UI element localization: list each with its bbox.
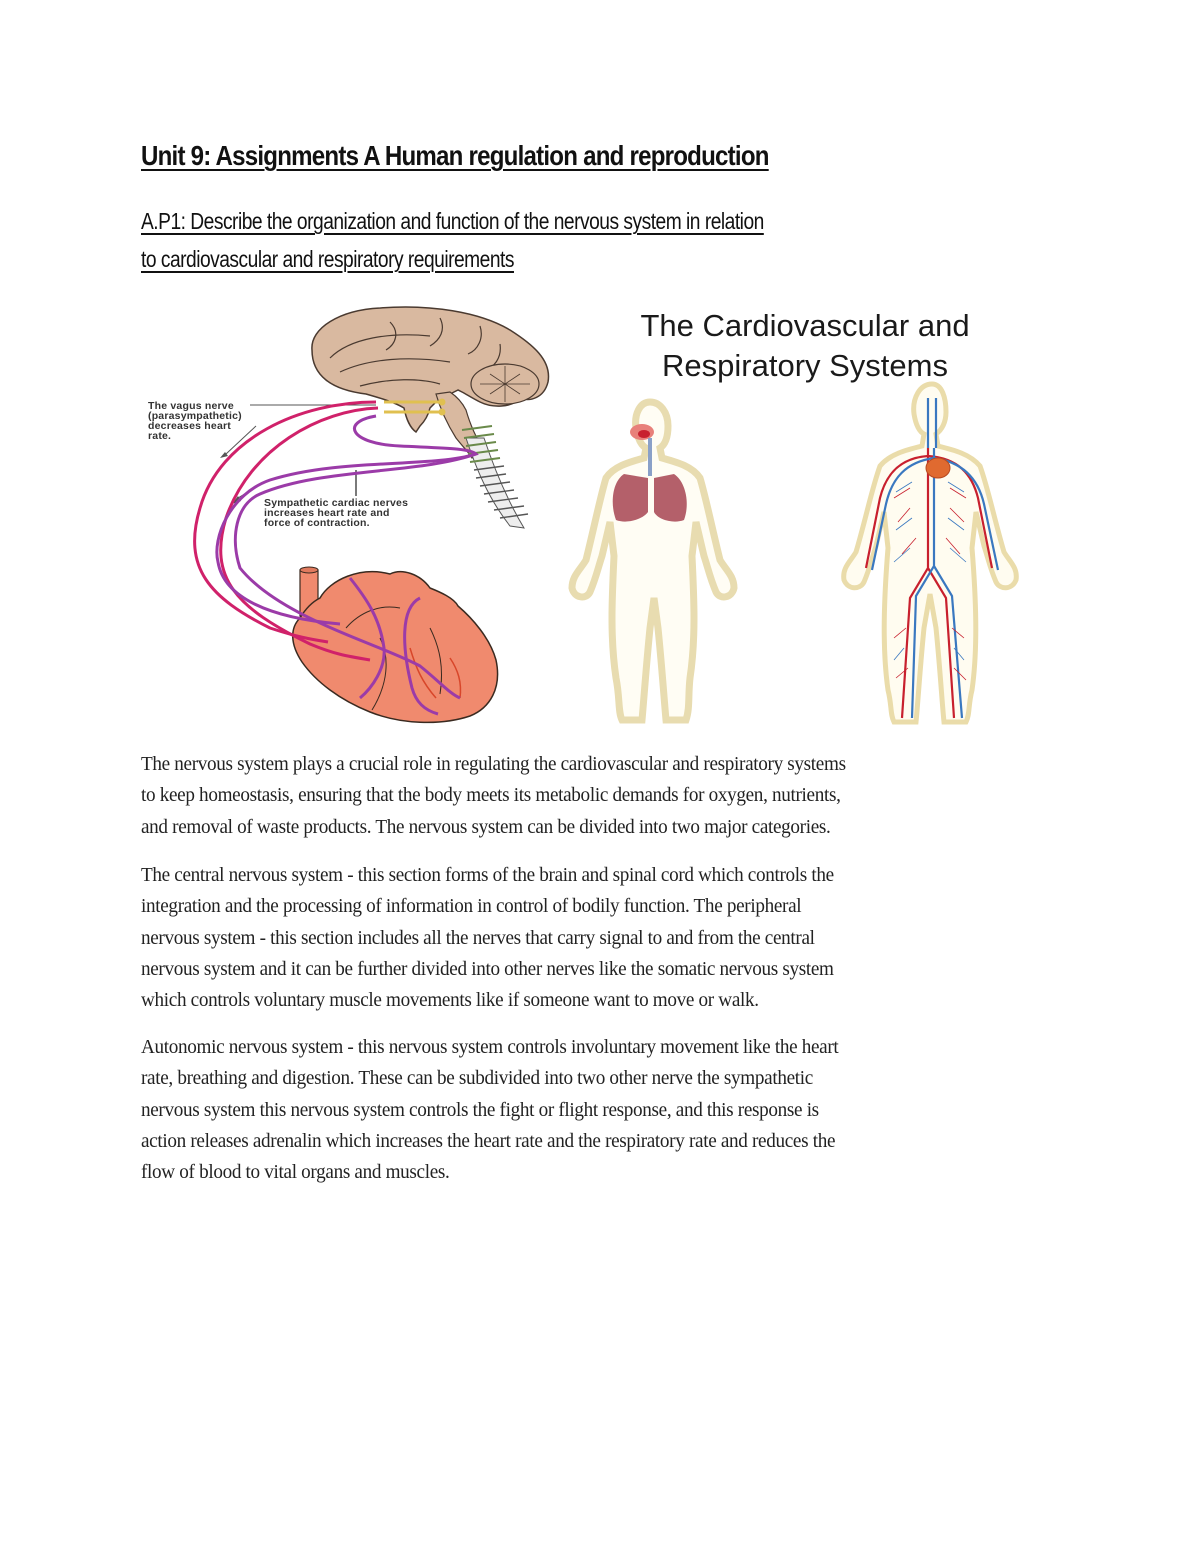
paragraph-autonomic: Autonomic nervous system - this nervous system controls involuntary movement like the heart rate, breathing and digestion. These can be subdivided into two other nerve the sympathetic nervous system this nervous system controls the fight or flight response, and this response is action releases adrenalin which increases the heart rate and the respiratory rate and reduces the flow of blood to vital organs and muscles. (141, 1036, 839, 1184)
circulatory-system-icon (844, 384, 1017, 722)
section-heading-line: A.P1: Describe the organization and function of the nervous system in relation (141, 208, 764, 234)
heart-icon (293, 567, 498, 722)
section-heading-line: to cardiovascular and respiratory requirements (141, 246, 514, 272)
sympathetic-nerve-label: Sympathetic cardiac nerves increases heart rate and force of contraction. (264, 497, 409, 529)
section-heading (141, 202, 1060, 278)
paragraph-intro: The nervous system plays a crucial role in regulating the cardiovascular and respiratory systems to keep homeostasis, ensuring that the body meets its metabolic demands for oxygen, nutrients, and removal of waste products. The nervous system can be divided into two major categories. (141, 753, 846, 838)
body-systems-illustration (550, 298, 1060, 730)
spinal-cord-icon (462, 426, 528, 528)
systems-diagram-title: The Cardiovascular and Respiratory Systems (640, 308, 970, 383)
respiratory-system-icon (572, 402, 734, 720)
page-title: Unit 9: Assignments A Human regulation and reproduction (141, 140, 769, 171)
figure-row (140, 298, 1060, 733)
systems-diagram (550, 298, 1060, 730)
vagus-nerve-label: The vagus nerve (parasympathetic) decreases heart rate. (148, 400, 242, 442)
nerve-heart-diagram (140, 298, 560, 730)
paragraph-cns-pns: The central nervous system - this section forms of the brain and spinal cord which controls the integration and the processing of information in control of bodily function. The peripheral nervous system - this section includes all the nerves that carry signal to and from the central nervous system and it can be further divided into other nerves like the somatic nervous system which controls voluntary muscle movements like if someone want to move or walk. (141, 864, 834, 1012)
brain-icon (312, 307, 549, 458)
